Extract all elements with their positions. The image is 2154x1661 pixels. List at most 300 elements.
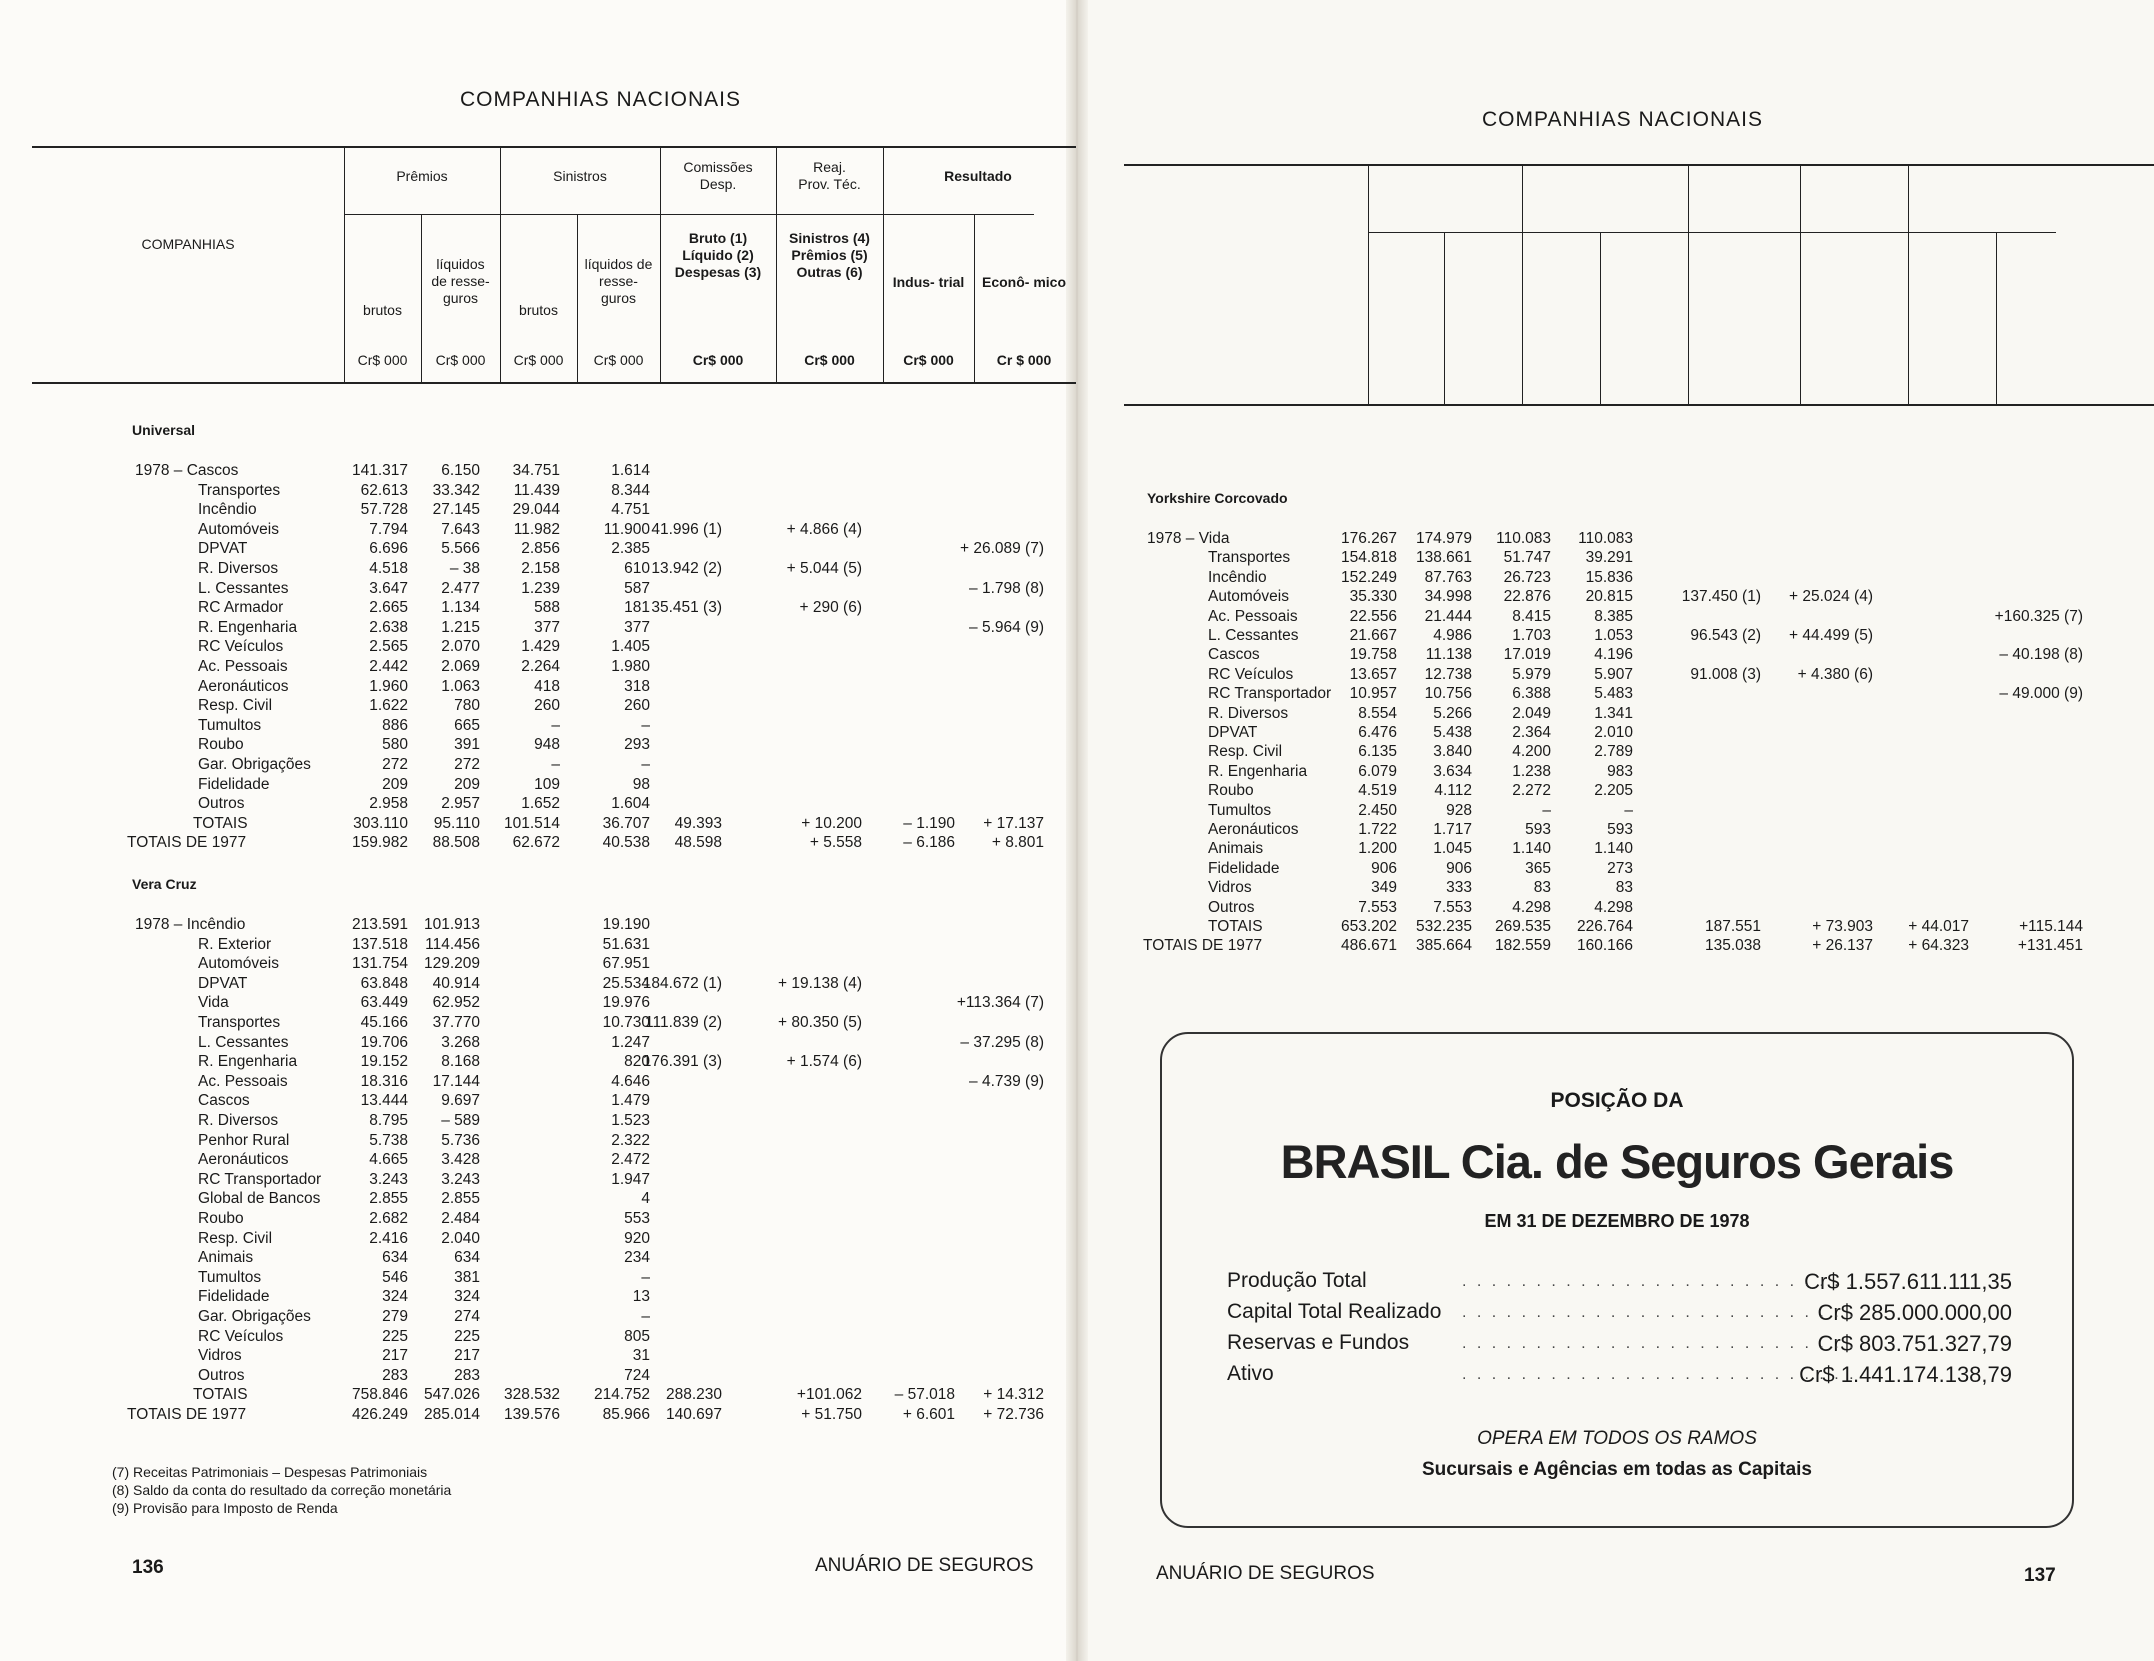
row-value: 886 <box>382 716 408 734</box>
row-value: + 73.903 <box>1812 918 1873 935</box>
header-resultado: Resultado <box>944 168 1012 184</box>
row-value: 260 <box>624 697 650 715</box>
row-value: – <box>641 1268 650 1286</box>
header-mid-rule <box>1368 232 2056 233</box>
row-value: 2.049 <box>1512 704 1551 722</box>
row-label: Roubo <box>1208 782 1254 800</box>
ad-item-label: Capital Total Realizado <box>1227 1300 1442 1323</box>
header-top-rule <box>1124 164 2154 166</box>
row-value: 2.565 <box>369 638 408 656</box>
row-value: + 51.750 <box>801 1406 862 1423</box>
row-value: 8.385 <box>1594 607 1633 625</box>
row-label: R. Engenharia <box>198 1053 298 1071</box>
table-row <box>0 1269 1077 1289</box>
row-label: RC Transportador <box>1208 685 1332 703</box>
table-row <box>0 1406 1077 1426</box>
row-value: 209 <box>382 775 408 793</box>
row-label: Automóveis <box>198 955 279 973</box>
row-value: 6.150 <box>441 462 480 479</box>
table-row <box>0 898 1633 919</box>
row-label: RC Veículos <box>1208 665 1294 683</box>
row-label: Fidelidade <box>198 775 270 793</box>
header-unit: Cr$ 000 <box>692 352 744 368</box>
row-value: + 10.200 <box>801 814 862 832</box>
row-value: 1.703 <box>1512 627 1551 644</box>
row-value: 17.144 <box>432 1072 480 1090</box>
row-value: 91.008 (3) <box>1690 665 1761 683</box>
row-value: 67.951 <box>602 955 650 973</box>
row-value: 7.794 <box>369 520 408 538</box>
row-value: 2.472 <box>611 1151 650 1169</box>
row-value: 213.591 <box>351 916 408 933</box>
row-label: DPVAT <box>1208 724 1258 741</box>
row-value: 610 <box>624 560 650 577</box>
row-value: 2.957 <box>441 795 480 813</box>
row-value: 5.979 <box>1512 665 1551 683</box>
table-row <box>0 762 1633 783</box>
row-label: L. Cessantes <box>198 579 289 597</box>
row-value: 8.168 <box>441 1053 480 1071</box>
ad-item-value: Cr$ 1.557.611.111,35 <box>1804 1269 2012 1294</box>
header-unit: Cr$ 000 <box>593 352 644 368</box>
row-value: +101.062 <box>796 1386 862 1404</box>
row-value: 4.298 <box>1594 898 1633 916</box>
row-value: 634 <box>454 1249 480 1267</box>
row-value: 272 <box>382 756 408 773</box>
row-value: 324 <box>382 1288 408 1306</box>
table-row <box>0 704 1633 725</box>
row-value: + 14.312 <box>983 1386 1044 1404</box>
row-value: – <box>641 716 650 734</box>
row-label: Tumultos <box>198 1268 262 1286</box>
row-value: 1.604 <box>611 795 650 813</box>
row-value: + 6.601 <box>902 1406 955 1423</box>
table-row <box>0 801 1633 822</box>
row-value: 19.152 <box>360 1053 408 1071</box>
table-row <box>0 782 1633 802</box>
row-value: 110.083 <box>1496 530 1551 547</box>
row-value: 1.341 <box>1594 704 1633 722</box>
row-value: 182.559 <box>1494 937 1551 955</box>
row-value: 283 <box>454 1366 480 1384</box>
row-value: + 26.089 (7) <box>959 540 1044 558</box>
row-value: 12.738 <box>1424 665 1472 683</box>
row-value: 377 <box>534 618 560 636</box>
row-value: 4.646 <box>611 1072 650 1090</box>
row-value: 1.063 <box>441 677 480 695</box>
table-row <box>0 627 1873 647</box>
header-industrial: Indus- trial <box>892 274 965 290</box>
row-value: – <box>641 1308 650 1325</box>
row-value: 19.976 <box>602 994 650 1012</box>
row-value: + 8.801 <box>991 834 1044 852</box>
row-value: 9.697 <box>441 1092 480 1110</box>
row-value: 2.855 <box>369 1190 408 1208</box>
row-value: 2.450 <box>1358 801 1397 819</box>
row-value: 13.657 <box>1349 665 1397 683</box>
table-row <box>0 1347 1077 1367</box>
row-label: Vidros <box>1208 879 1252 897</box>
row-value: + 44.499 (5) <box>1788 627 1873 644</box>
row-value: 6.135 <box>1358 743 1397 761</box>
row-value: + 72.736 <box>983 1406 1044 1423</box>
row-value: – <box>551 756 560 773</box>
footnote-9: (9) Provisão para Imposto de Renda <box>112 1500 338 1516</box>
row-value: 365 <box>1525 859 1551 877</box>
right-page-number: 137 <box>2024 1565 2056 1586</box>
header-column-rule <box>1996 232 1997 404</box>
row-label: R. Diversos <box>1208 704 1289 722</box>
row-value: 3.634 <box>1433 762 1472 780</box>
row-value: 1.652 <box>521 795 560 813</box>
row-value: 5.438 <box>1433 724 1472 741</box>
row-value: 176.267 <box>1340 530 1397 547</box>
row-value: 137.450 (1) <box>1681 588 1761 606</box>
row-value: 1.215 <box>441 618 480 636</box>
row-label: Outros <box>1208 898 1255 916</box>
header-premios: Prêmios <box>396 168 448 184</box>
ad-item-label: Reservas e Fundos <box>1227 1331 1410 1354</box>
row-value: 17.019 <box>1503 646 1551 664</box>
row-value: 8.795 <box>369 1112 408 1129</box>
row-value: 29.044 <box>512 501 560 519</box>
row-value: 226.764 <box>1576 918 1633 935</box>
row-label: TOTAIS DE 1977 <box>127 1406 247 1423</box>
left-page-number: 136 <box>132 1557 164 1578</box>
row-value: 31 <box>632 1347 650 1365</box>
row-label: Aeronáuticos <box>1208 821 1299 838</box>
row-value: 553 <box>624 1210 650 1227</box>
row-label: Transportes <box>198 1014 281 1031</box>
table-row <box>0 879 1633 899</box>
row-value: 288.230 <box>665 1386 722 1404</box>
row-value: + 5.558 <box>809 834 862 852</box>
table-row <box>0 1308 1077 1328</box>
row-value: 906 <box>1446 859 1472 877</box>
row-value: + 1.574 (6) <box>786 1053 862 1071</box>
row-value: 34.751 <box>512 462 560 479</box>
row-label: Incêndio <box>1208 568 1267 586</box>
header-mid-rule <box>344 214 1034 215</box>
row-value: 160.166 <box>1576 937 1633 955</box>
row-value: 35.330 <box>1349 588 1397 606</box>
table-row <box>0 1171 1077 1191</box>
row-label: Tumultos <box>1208 801 1272 819</box>
table-row <box>0 1386 1077 1406</box>
row-label: Penhor Rural <box>198 1131 290 1149</box>
row-value: 11.439 <box>513 481 560 499</box>
table-row <box>0 1132 1077 1152</box>
row-value: 385.664 <box>1415 937 1472 955</box>
row-value: 580 <box>382 736 408 754</box>
table-row <box>0 685 2083 705</box>
header-column-rule <box>1600 232 1601 404</box>
row-value: 137.518 <box>351 935 408 953</box>
row-label: RC Armador <box>198 599 284 617</box>
row-value: – 57.018 <box>894 1386 955 1404</box>
row-value: – 49.000 (9) <box>1999 685 2083 703</box>
header-comissoes: Comissões Desp. <box>683 159 753 192</box>
row-label: R. Engenharia <box>1208 762 1308 780</box>
row-value: + 5.044 (5) <box>786 560 862 577</box>
row-value: 272 <box>454 756 480 773</box>
table-row <box>0 937 2083 957</box>
row-value: 234 <box>624 1249 650 1267</box>
row-value: 4.298 <box>1512 898 1551 916</box>
row-value: 49.393 <box>674 814 722 832</box>
row-value: 18.316 <box>360 1072 408 1090</box>
section-title: Yorkshire Corcovado <box>1147 490 1288 506</box>
row-value: 131.754 <box>351 955 408 973</box>
row-label: R. Exterior <box>198 935 272 953</box>
row-value: 11.982 <box>513 520 560 538</box>
table-row <box>0 918 2083 938</box>
ad-dot-leader: . . . . . . . . . . . . . . . . . . . . . . . . . . . <box>1462 1273 1857 1290</box>
table-row <box>0 1367 1077 1387</box>
row-label: Vida <box>198 994 229 1012</box>
table-row <box>0 1328 1077 1348</box>
row-value: 6.696 <box>369 540 408 558</box>
row-value: 418 <box>534 677 560 695</box>
row-label: Vidros <box>198 1347 242 1365</box>
row-value: – 40.198 (8) <box>1999 646 2083 664</box>
row-value: 948 <box>534 736 560 754</box>
row-value: 983 <box>1607 762 1633 780</box>
row-value: 665 <box>454 716 480 734</box>
row-value: 33.342 <box>432 481 480 499</box>
row-value: 5.736 <box>441 1131 480 1149</box>
ad-item-label: Produção Total <box>1227 1269 1367 1292</box>
row-label: L. Cessantes <box>198 1033 289 1051</box>
header-column-rule <box>1800 164 1801 404</box>
ad-dot-leader: . . . . . . . . . . . . . . . . . . . . . . . . . . . <box>1462 1304 1857 1321</box>
row-value: 328.532 <box>503 1386 560 1404</box>
row-value: 34.998 <box>1424 588 1472 606</box>
row-value: 724 <box>624 1366 650 1384</box>
header-column-rule <box>1908 164 1909 404</box>
row-value: 11.900 <box>603 520 650 538</box>
table-row <box>0 724 1633 744</box>
row-value: 2.789 <box>1594 743 1633 761</box>
row-value: 805 <box>624 1327 650 1345</box>
row-value: 2.069 <box>441 658 480 675</box>
row-value: 181 <box>624 599 650 617</box>
row-value: 486.671 <box>1340 937 1397 955</box>
row-value: 3.243 <box>369 1170 408 1188</box>
row-label: Aeronáuticos <box>198 677 289 695</box>
table-row <box>0 1190 1077 1210</box>
row-value: 1.405 <box>611 638 650 656</box>
row-value: 1.429 <box>521 638 560 656</box>
row-value: 2.364 <box>1512 724 1551 741</box>
row-value: 2.205 <box>1594 782 1633 800</box>
row-value: 593 <box>1525 821 1551 838</box>
row-value: 2.272 <box>1512 782 1551 800</box>
row-label: Roubo <box>198 1210 244 1227</box>
row-value: 141.317 <box>351 462 408 479</box>
row-value: 285.014 <box>423 1406 480 1423</box>
row-value: 6.476 <box>1358 724 1397 741</box>
row-value: 2.856 <box>521 540 560 558</box>
left-running-title: ANUÁRIO DE SEGUROS <box>815 1555 1034 1576</box>
row-value: + 25.024 (4) <box>1788 588 1873 606</box>
row-value: 2.682 <box>369 1210 408 1227</box>
row-value: 1.140 <box>1594 840 1633 858</box>
ad-branches: Sucursais e Agências em todas as Capitais <box>1421 1459 1813 1480</box>
row-value: 225 <box>454 1327 480 1345</box>
row-value: 906 <box>1371 859 1397 877</box>
row-value: 2.385 <box>611 540 650 558</box>
table-row <box>0 482 1077 502</box>
row-value: 279 <box>382 1308 408 1325</box>
header-column-rule <box>1444 232 1445 404</box>
row-value: 2.040 <box>441 1229 480 1247</box>
row-label: Fidelidade <box>198 1288 270 1306</box>
row-value: 7.553 <box>1433 898 1472 916</box>
table-row <box>0 549 1633 569</box>
ad-item-value: Cr$ 285.000.000,00 <box>1817 1300 2012 1325</box>
header-sinistros-premios: Sinistros (4) Prêmios (5) Outras (6) <box>789 230 870 280</box>
row-value: 2.442 <box>369 658 408 675</box>
brasil-advertisement <box>1160 1032 2074 1528</box>
row-value: 2.855 <box>441 1190 480 1208</box>
row-label: Resp. Civil <box>1208 743 1283 761</box>
table-row <box>0 607 2083 628</box>
row-value: 1.947 <box>611 1170 650 1188</box>
row-value: 101.514 <box>503 814 560 832</box>
row-value: 176.391 (3) <box>642 1053 722 1071</box>
row-value: – 1.798 (8) <box>969 579 1044 597</box>
row-value: + 4.866 (4) <box>786 520 862 538</box>
row-value: 283 <box>382 1366 408 1384</box>
row-label: Ac. Pessoais <box>198 1072 288 1090</box>
row-value: 377 <box>624 618 650 636</box>
row-value: +131.451 <box>2017 937 2083 955</box>
row-value: 780 <box>454 697 480 715</box>
row-label: RC Transportador <box>198 1170 322 1188</box>
row-value: 85.966 <box>602 1406 650 1423</box>
ad-item-value: Cr$ 803.751.327,79 <box>1817 1331 2012 1356</box>
row-value: 40.914 <box>432 974 480 992</box>
table-row <box>0 743 1633 763</box>
row-value: – 589 <box>441 1112 480 1129</box>
row-value: 2.484 <box>441 1210 480 1227</box>
row-value: 588 <box>534 599 560 617</box>
row-label: Transportes <box>198 481 281 499</box>
row-value: + 26.137 <box>1812 937 1873 955</box>
row-value: 546 <box>382 1268 408 1286</box>
row-value: 21.444 <box>1424 607 1472 625</box>
table-row <box>0 1092 1077 1112</box>
table-row <box>0 1210 1077 1230</box>
footnote-8: (8) Saldo da conta do resultado da correção monetária <box>112 1482 452 1498</box>
ad-tagline: OPERA EM TODOS OS RAMOS <box>1477 1428 1757 1449</box>
row-value: 1.134 <box>441 599 480 617</box>
row-value: 135.038 <box>1704 937 1761 955</box>
row-value: 1.717 <box>1433 821 1472 838</box>
row-label: Fidelidade <box>1208 859 1280 877</box>
table-row <box>0 1288 1077 1308</box>
row-value: 920 <box>624 1229 650 1247</box>
row-value: + 64.323 <box>1908 937 1969 955</box>
header-companhias: COMPANHIAS <box>141 236 235 252</box>
row-value: + 80.350 (5) <box>777 1014 862 1031</box>
header-reaj: Reaj. Prov. Téc. <box>798 159 861 192</box>
row-value: 4.518 <box>369 560 408 577</box>
row-label: 1978 – Vida <box>1147 530 1230 547</box>
header-top-rule <box>32 146 1076 148</box>
row-value: 7.553 <box>1358 898 1397 916</box>
row-value: 159.982 <box>351 834 408 852</box>
header-unit: Cr$ 000 <box>804 352 855 368</box>
header-bottom-rule <box>32 382 1076 384</box>
row-label: Animais <box>1208 840 1264 858</box>
row-value: 21.667 <box>1349 627 1397 644</box>
row-value: 2.264 <box>521 658 560 675</box>
row-label: Animais <box>198 1249 254 1267</box>
row-value: 217 <box>454 1347 480 1365</box>
row-value: + 290 (6) <box>799 599 862 617</box>
row-value: 1.053 <box>1594 627 1633 644</box>
ad-item-value: Cr$ 1.441.174.138,79 <box>1799 1362 2012 1387</box>
row-value: 51.747 <box>1503 549 1551 567</box>
header-column-rule <box>1368 164 1369 404</box>
row-value: 4.200 <box>1512 743 1551 761</box>
row-value: 13.444 <box>360 1092 408 1110</box>
row-value: +160.325 (7) <box>1994 607 2083 625</box>
row-value: 41.996 (1) <box>651 520 722 538</box>
row-value: 3.647 <box>369 579 408 597</box>
row-value: 593 <box>1607 821 1633 838</box>
row-value: 35.451 (3) <box>651 599 722 617</box>
row-value: 2.638 <box>369 618 408 636</box>
row-label: Tumultos <box>198 716 262 734</box>
table-row <box>0 859 1633 880</box>
row-value: 1.140 <box>1512 840 1551 858</box>
row-value: 2.158 <box>521 560 560 577</box>
row-value: 1.523 <box>611 1112 650 1129</box>
row-value: 426.249 <box>351 1406 408 1423</box>
row-value: 333 <box>1446 879 1472 897</box>
row-value: 303.110 <box>353 814 408 832</box>
row-value: – 1.190 <box>903 814 955 832</box>
row-label: Outros <box>198 1366 245 1384</box>
row-value: 140.697 <box>665 1406 722 1423</box>
row-value: 63.848 <box>360 974 408 992</box>
row-value: 381 <box>454 1268 480 1286</box>
row-value: 129.209 <box>423 955 480 973</box>
row-value: 1.239 <box>521 579 560 597</box>
row-value: 1.722 <box>1358 821 1397 838</box>
row-label: TOTAIS DE 1977 <box>127 834 247 852</box>
row-value: 87.763 <box>1424 568 1472 586</box>
ad-date: EM 31 DE DEZEMBRO DE 1978 <box>1484 1211 1750 1231</box>
right-page-title: COMPANHIAS NACIONAIS <box>1482 108 1763 131</box>
row-label: Gar. Obrigações <box>198 756 311 773</box>
row-label: L. Cessantes <box>1208 627 1299 644</box>
row-value: + 4.380 (6) <box>1797 665 1873 683</box>
table-row <box>0 994 1077 1014</box>
row-value: 15.836 <box>1585 568 1633 586</box>
row-value: 1.980 <box>611 658 650 675</box>
footnote-7: (7) Receitas Patrimoniais – Despesas Patrimoniais <box>112 1464 428 1480</box>
header-unit: Cr$ 000 <box>435 352 486 368</box>
table-row <box>0 821 1633 841</box>
row-label: R. Engenharia <box>198 618 298 636</box>
table-row <box>0 1014 1077 1034</box>
table-row <box>0 975 1077 995</box>
row-value: 187.551 <box>1704 918 1761 935</box>
